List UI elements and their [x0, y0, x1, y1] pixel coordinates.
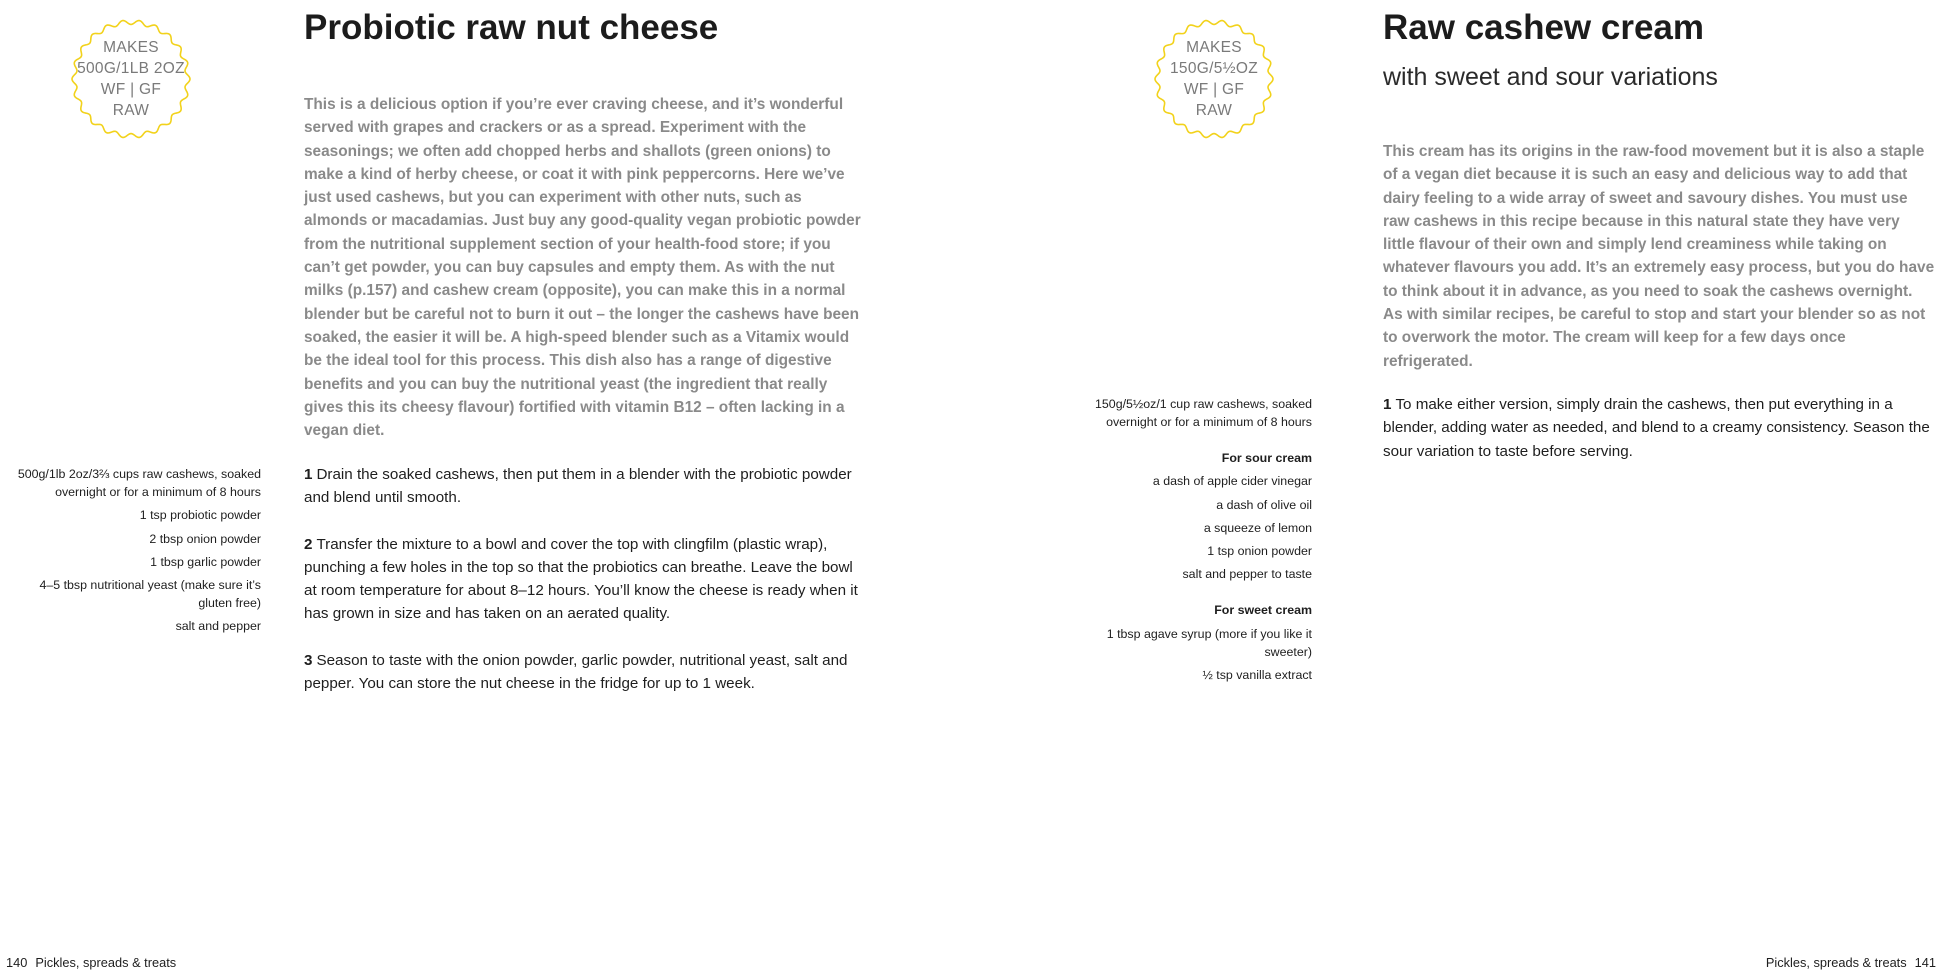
recipe-intro: This cream has its origins in the raw-food movement but it is also a staple of a vegan diet because it is such an easy and delicious way to add that dairy feeling to a wide array of sweet and savoury dishes. You must use raw cashews in this recipe because in this natural state they have very little flavour of their own and simply lend creaminess while taking on whatever flavours you add. It’s an extremely easy process, but you do have to think about it in advance, as you need to soak the cashews overnight. As with similar recipes, be careful to stop and start your blender so as not to overwork the motor. The cream will keep for a few days once refrigerated. — [1383, 143, 1935, 370]
section-name: Pickles, spreads & treats — [35, 955, 177, 970]
method-step — [304, 463, 869, 510]
step-text: Transfer the mixture to a bowl and cover the top with clingfilm (plastic wrap), punching a few holes in the top so that the probiotics can breathe. Leave the bowl at room temperature for about 8–12 hours. You’ll know the cheese is ready when it has grown in size and has taken on an aerated quality. — [304, 535, 858, 623]
ingredient-item: a squeeze of lemon — [1203, 520, 1312, 535]
badge-line: RAW — [112, 102, 150, 119]
badge-line: MAKES — [1186, 39, 1242, 56]
yield-badge — [68, 16, 194, 142]
yield-badge-text — [77, 37, 185, 121]
method-step — [304, 533, 869, 626]
ingredient-subheading: For sour cream — [1221, 451, 1312, 465]
ingredient-item: 1 tbsp agave syrup (more if you like it sweeter) — [1106, 626, 1312, 659]
yield-badge — [1151, 16, 1277, 142]
page-footer — [1766, 955, 1936, 971]
yield-badge-text — [1170, 37, 1258, 121]
ingredient-item: 2 tbsp onion powder — [149, 531, 261, 546]
badge-line: WF | GF — [100, 81, 162, 98]
step-number: 1 — [304, 466, 313, 483]
badge-line: RAW — [1195, 102, 1233, 119]
recipe-intro: This is a delicious option if you’re ever craving cheese, and it’s wonderful served with grapes and crackers or as a spread. Experiment with the seasonings; we often add chopped herbs and shallots (green onions) to make a kind of herby cheese, or coat it with pink peppercorns. Here we’ve just used cashews, but you can experiment with other nuts, such as almonds or macadamias. Just buy any good-quality vegan probiotic powder from the nutritional supplement section of your health-food store; if you can’t get powder, you can buy capsules and empty them. As with the nut milks (p.157) and cashew cream (opposite), you can make this in a normal blender but be careful not to burn it out – the longer the cashews have been soaked, the easier it will be. A high-speed blender such as a Vitamix would be the ideal tool for this process. This dish also has a range of digestive benefits and you can buy the nutritional yeast (the ingredient that really gives this its cheesy flavour) fortified with vitamin B12 – often lacking in a vegan diet. — [304, 96, 861, 440]
badge-line: 500G/1LB 2OZ — [77, 60, 185, 77]
ingredient-list — [11, 465, 261, 641]
badge-line: WF | GF — [1183, 81, 1245, 98]
method-step — [1383, 393, 1938, 463]
ingredient-item: 1 tbsp garlic powder — [150, 554, 261, 569]
ingredient-item: salt and pepper — [175, 619, 261, 634]
section-name: Pickles, spreads & treats — [1765, 955, 1907, 970]
ingredient-item: 1 tsp onion powder — [1207, 544, 1312, 559]
recipe-title: Probiotic raw nut cheese — [304, 8, 719, 47]
ingredient-item: salt and pepper to taste — [1182, 567, 1312, 582]
ingredient-item: a dash of olive oil — [1216, 497, 1312, 512]
step-number: 3 — [304, 651, 313, 669]
ingredient-item: ½ tsp vanilla extract — [1202, 668, 1312, 683]
method-steps — [304, 463, 869, 718]
step-text: To make either version, simply drain the cashews, then put everything in a blender, adding water as needed, and blend to a creamy consistency. Season the sour variation to taste before serving. — [1383, 396, 1930, 460]
step-number: 1 — [1383, 396, 1392, 413]
ingredient-item: 150g/5½oz/1 cup raw cashews, soaked overnight or for a minimum of 8 hours — [1095, 397, 1312, 429]
method-steps — [1383, 393, 1938, 486]
page-footer — [6, 955, 176, 971]
recipe-title: Raw cashew cream — [1383, 8, 1705, 47]
step-number: 2 — [304, 535, 313, 553]
ingredient-item: 500g/1lb 2oz/3⅔ cups raw cashews, soaked overnight or for a minimum of 8 hours — [17, 467, 261, 499]
ingredient-item: 4–5 tbsp nutritional yeast (make sure it’s gluten free) — [39, 578, 261, 611]
badge-line: 150G/5½OZ — [1170, 60, 1258, 77]
ingredient-item: 1 tsp probiotic powder — [139, 508, 261, 523]
step-text: Drain the soaked cashews, then put them in a blender with the probiotic powder and blend until smooth. — [304, 466, 852, 507]
page-number: 141 — [1914, 955, 1936, 970]
page-number: 140 — [6, 955, 28, 970]
method-step — [304, 649, 869, 696]
ingredient-item: a dash of apple cider vinegar — [1152, 474, 1312, 489]
badge-line: MAKES — [103, 39, 159, 56]
right-page — [973, 0, 1946, 973]
ingredient-list — [1062, 395, 1312, 689]
ingredient-subheading: For sweet cream — [1214, 603, 1312, 618]
step-text: Season to taste with the onion powder, garlic powder, nutritional yeast, salt and pepper. You can store the nut cheese in the fridge for up to 1 week. — [304, 651, 848, 693]
recipe-subtitle: with sweet and sour variations — [1383, 63, 1718, 91]
